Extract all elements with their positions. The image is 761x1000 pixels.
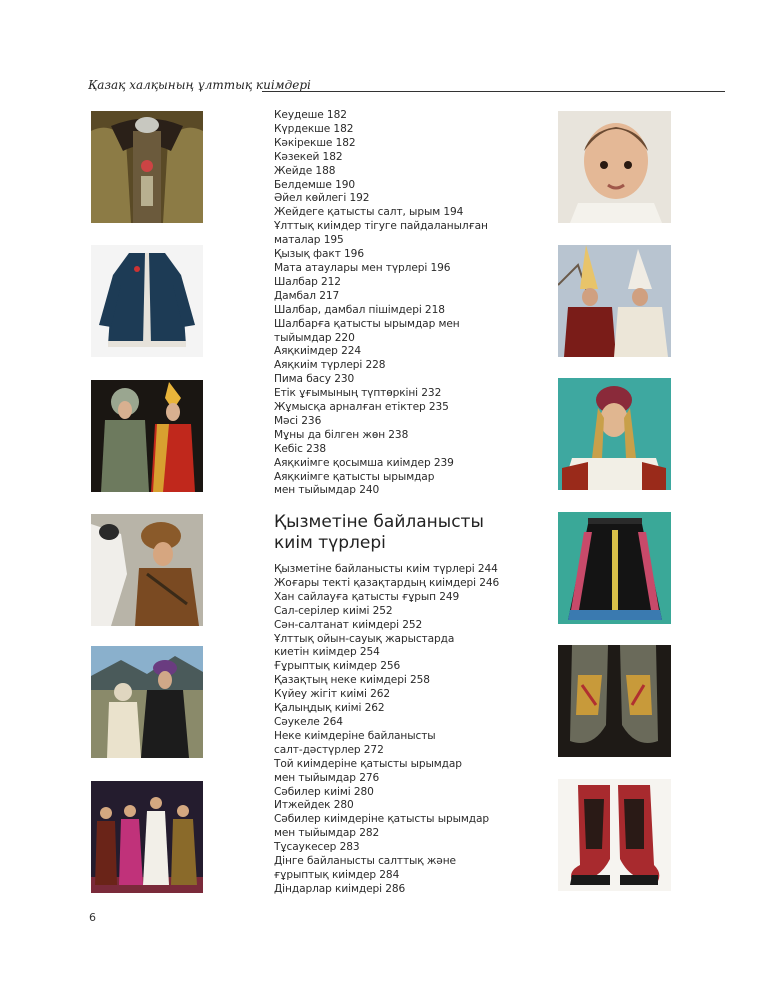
toc-entry: Дінге байланысты салттық және (274, 855, 456, 868)
toc-entry: Ғұрыптық киімдер 256 (274, 660, 401, 673)
toc-entry: Жұмысқа арналған етіктер 235 (274, 401, 449, 414)
toc-entry: Той киімдеріне қатысты ырымдар (274, 757, 462, 770)
photo-rider-with-horse (91, 514, 203, 626)
toc-entry: мен тыйымдар 276 (274, 771, 380, 784)
toc-entry: Қызметіне байланысты киім түрлері 244 (274, 563, 498, 575)
toc-entry: Қалыңдық киімі 262 (274, 702, 385, 715)
photo-couple-costumes (91, 380, 203, 492)
section-heading (274, 512, 504, 554)
toc-entry: Әйел көйлегі 192 (274, 192, 370, 205)
section-heading-line: Қызметіне байланысты (274, 512, 484, 532)
toc-entry: Кәзекей 182 (274, 150, 343, 163)
toc-entry: Неке киімдеріне байланысты (274, 729, 436, 742)
toc-entry: Шалбар 212 (274, 275, 341, 288)
photo-mountain-couple (91, 646, 203, 758)
toc-entry: Діндарлар киімдері 286 (274, 882, 406, 895)
photo-woman-headdress (558, 378, 671, 490)
toc-entry: Сән-салтанат киімдері 252 (274, 618, 423, 631)
toc-entry: маталар 195 (274, 234, 344, 247)
toc-entry: тыйымдар 220 (274, 331, 355, 344)
toc-entry: Итжейдек 280 (274, 799, 354, 812)
toc-entry: Күйеу жігіт киімі 262 (274, 688, 391, 701)
toc-entry: Ұлттық ойын-сауық жарыстарда (274, 632, 455, 645)
toc-entry: Сал-серілер киімі 252 (274, 604, 393, 617)
toc-list-top (274, 109, 504, 498)
photo-red-boots (558, 779, 671, 891)
toc-entry: Күрдекше 182 (274, 122, 354, 135)
toc-entry: Сәукеле 264 (274, 715, 343, 728)
toc-entry: Қызық факт 196 (274, 248, 364, 261)
toc-entry: Сәбилер киімі 280 (274, 785, 374, 798)
toc-entry: Жейде 188 (274, 164, 336, 177)
toc-entry: Кеудеше 182 (274, 109, 347, 121)
toc-entry: Шалбар, дамбал пішімдері 218 (274, 303, 445, 316)
toc-entry: Жейдеге қатысты салт, ырым 194 (274, 206, 464, 219)
photo-child-portrait (558, 111, 671, 223)
toc-entry: мен тыйымдар 240 (274, 484, 380, 497)
toc-entry: Шалбарға қатысты ырымдар мен (274, 317, 460, 330)
toc-entry: Пима басу 230 (274, 373, 355, 386)
page-number: 6 (89, 911, 96, 924)
toc-entry: Хан сайлауға қатысты ғұрып 249 (274, 590, 460, 603)
photo-stage-group (91, 781, 203, 893)
toc-entry: Аяқкиім түрлері 228 (274, 359, 386, 372)
photo-fur-vest (91, 111, 203, 223)
running-header-title: Қазақ халқының ұлттық киімдері (88, 78, 311, 92)
toc-entry: Сәбилер киімдеріне қатысты ырымдар (274, 813, 489, 826)
photo-embroidered-skirt (558, 512, 671, 624)
toc-entry: Тұсаукесер 283 (274, 841, 360, 854)
section-heading-line: киім түрлері (274, 533, 386, 553)
photo-velvet-coat (91, 245, 203, 357)
toc-entry: мен тыйымдар 282 (274, 827, 380, 840)
toc-list-bottom (274, 563, 504, 897)
toc-entry: Аяқкиімге қосымша киімдер 239 (274, 456, 454, 469)
toc-entry: салт-дәстүрлер 272 (274, 743, 384, 756)
toc-entry: ғұрыптық киімдер 284 (274, 868, 400, 881)
toc-entry: Ұлттық киімдер тігуге пайдаланылған (274, 220, 488, 233)
toc-entry: Мата атаулары мен түрлері 196 (274, 261, 451, 274)
toc-entry: Мәсі 236 (274, 414, 322, 427)
photo-couple-outdoors (558, 245, 671, 357)
toc-entry: Кәкірекше 182 (274, 136, 356, 149)
toc-entry: Жоғары текті қазақтардың киімдері 246 (274, 576, 500, 589)
toc-entry: Мұны да білген жөн 238 (274, 428, 409, 441)
toc-entry: Дамбал 217 (274, 289, 340, 302)
toc-entry: Белдемше 190 (274, 178, 355, 191)
toc-entry: Қазақтың неке киімдері 258 (274, 674, 430, 687)
toc-entry: Кебіс 238 (274, 442, 327, 455)
toc-entry: Аяқкиімге қатысты ырымдар (274, 470, 435, 483)
toc-entry: киетін киімдер 254 (274, 646, 380, 659)
toc-entry: Етік ұғымының түптөркіні 232 (274, 387, 442, 400)
photo-decorated-boots (558, 645, 671, 757)
toc-entry: Аяқкиімдер 224 (274, 345, 361, 358)
header-rule (262, 91, 725, 92)
